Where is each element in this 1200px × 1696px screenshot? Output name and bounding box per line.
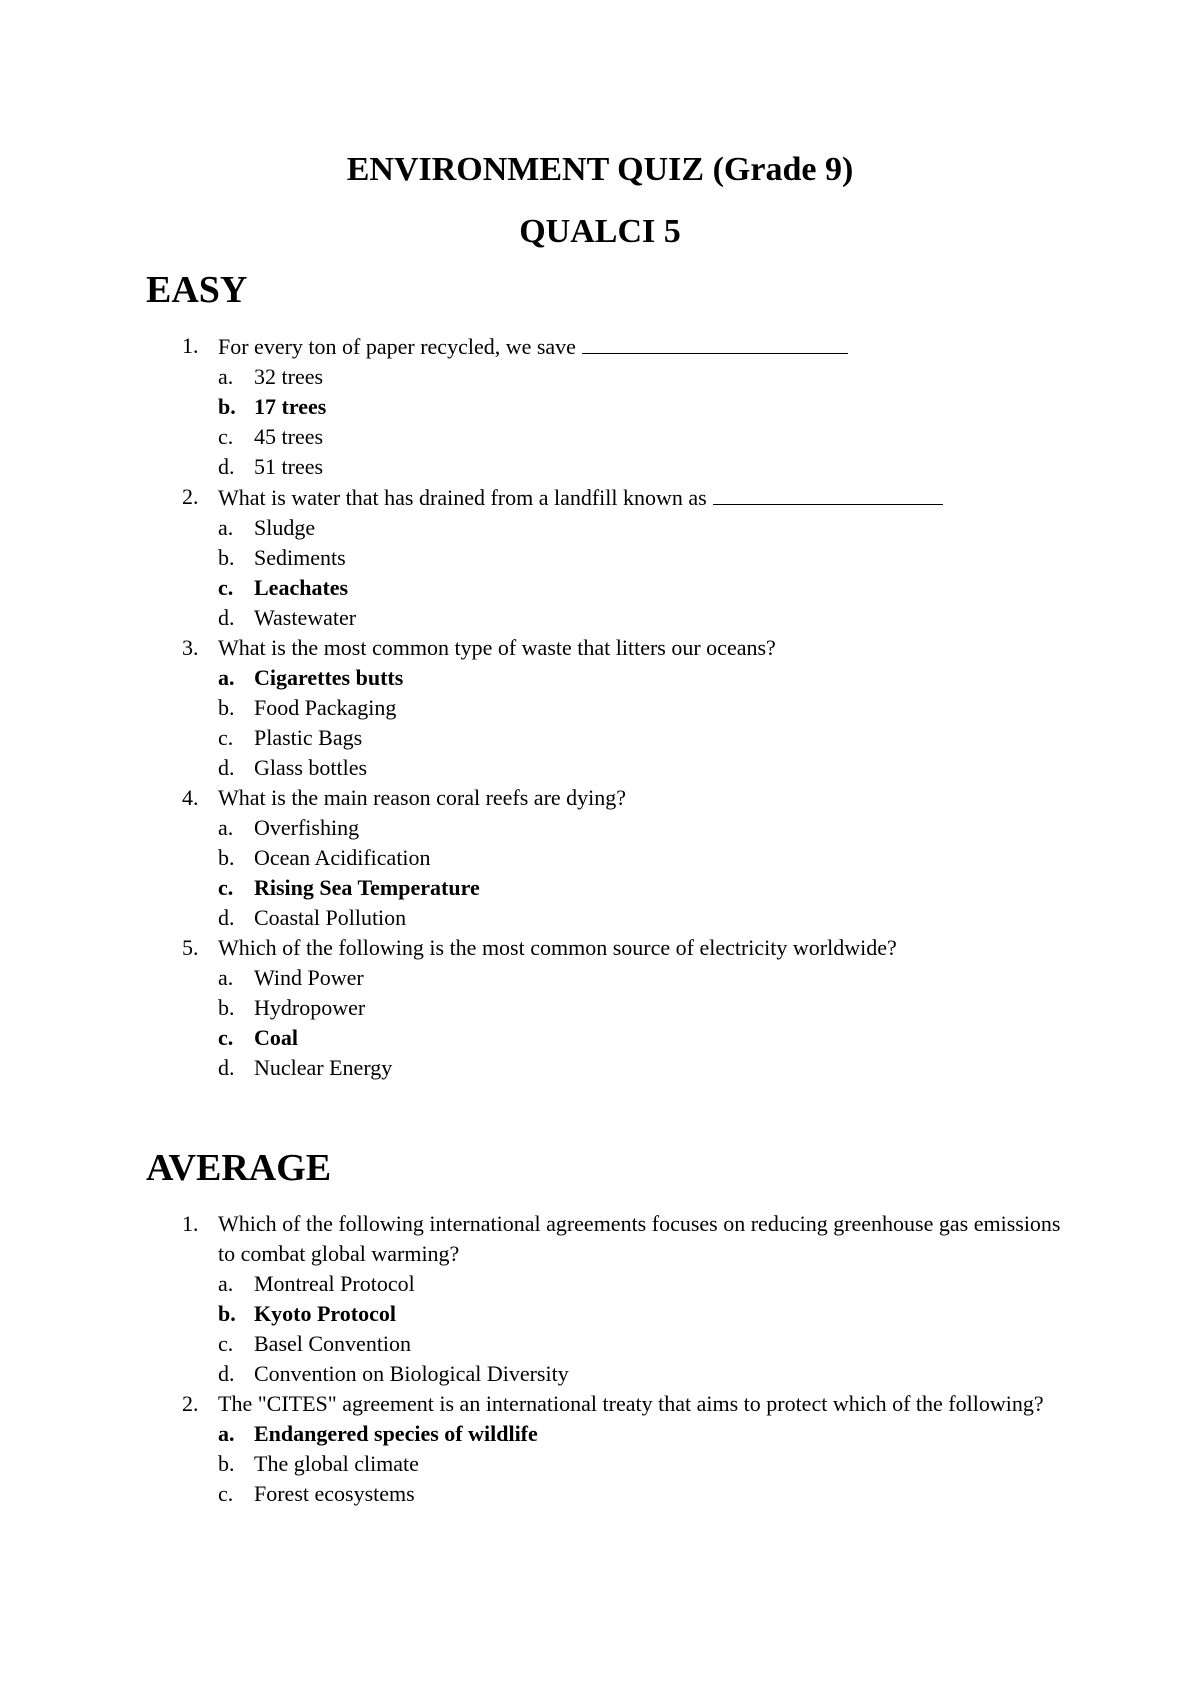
question-item (0, 633, 1200, 783)
answer-option (0, 993, 1200, 1023)
option-text: 45 trees (254, 424, 324, 449)
answer-option (0, 1479, 1200, 1509)
option-text: Overfishing (254, 815, 360, 840)
option-list (0, 963, 1200, 1083)
question-item (0, 1209, 1200, 1389)
option-text: 32 trees (254, 364, 324, 389)
option-list (0, 663, 1200, 783)
option-letter: c. (218, 1025, 234, 1050)
answer-option (0, 753, 1200, 783)
answer-option (0, 963, 1200, 993)
question-text (218, 482, 1078, 513)
option-text: Rising Sea Temperature (254, 875, 480, 900)
question-text-content: What is the most common type of waste that litters our oceans? (218, 635, 776, 660)
answer-option (0, 603, 1200, 633)
option-text: Montreal Protocol (254, 1271, 415, 1296)
option-letter: b. (218, 695, 235, 720)
question-row (0, 633, 1200, 663)
option-letter: c. (218, 1331, 234, 1356)
question-row (0, 1209, 1200, 1269)
question-item (0, 1389, 1200, 1509)
page-title: ENVIRONMENT QUIZ (Grade 9) (346, 151, 854, 188)
option-text: Coastal Pollution (254, 905, 407, 930)
option-text: Ocean Acidification (254, 845, 431, 870)
option-text: Plastic Bags (254, 725, 363, 750)
correct-answer-option (0, 1023, 1200, 1053)
option-letter: c. (218, 725, 234, 750)
answer-option (0, 1053, 1200, 1083)
question-row (0, 783, 1200, 813)
question-row (0, 933, 1200, 963)
answer-option (0, 452, 1200, 482)
question-text-content: What is the main reason coral reefs are dying? (218, 785, 627, 810)
option-letter: c. (218, 1481, 234, 1506)
question-number: 2. (182, 1391, 199, 1416)
option-text: Cigarettes butts (254, 665, 404, 690)
option-text: Wastewater (254, 605, 357, 630)
option-text: 51 trees (254, 454, 324, 479)
question-text (218, 331, 1078, 362)
option-text: The global climate (254, 1451, 419, 1476)
option-text: Endangered species of wildlife (254, 1421, 538, 1446)
option-list (0, 1419, 1200, 1509)
option-letter: a. (218, 815, 234, 840)
option-letter: a. (218, 965, 234, 990)
answer-option (0, 903, 1200, 933)
answer-option (0, 813, 1200, 843)
option-text: Glass bottles (254, 755, 368, 780)
option-text: Coal (254, 1025, 298, 1050)
question-item (0, 783, 1200, 933)
option-text: 17 trees (254, 394, 327, 419)
question-text (218, 633, 1078, 663)
option-list (0, 813, 1200, 933)
option-list (0, 362, 1200, 482)
question-number: 2. (182, 484, 199, 509)
correct-answer-option (0, 1419, 1200, 1449)
option-letter: d. (218, 1361, 235, 1386)
option-text: Sludge (254, 515, 316, 540)
question-number: 4. (182, 785, 199, 810)
question-number: 1. (182, 1211, 199, 1236)
question-text (218, 1389, 1078, 1419)
section-heading-average: AVERAGE (146, 1147, 332, 1189)
option-letter: a. (218, 665, 235, 690)
answer-option (0, 1359, 1200, 1389)
page-subtitle: QUALCI 5 (519, 213, 681, 250)
question-row (0, 331, 1200, 362)
option-text: Hydropower (254, 995, 366, 1020)
answer-option (0, 1329, 1200, 1359)
correct-answer-option (0, 873, 1200, 903)
option-letter: a. (218, 1421, 235, 1446)
option-letter: d. (218, 755, 235, 780)
option-text: Basel Convention (254, 1331, 412, 1356)
answer-option (0, 422, 1200, 452)
answer-option (0, 693, 1200, 723)
answer-blank-line (582, 331, 848, 354)
option-text: Food Packaging (254, 695, 397, 720)
answer-option (0, 1449, 1200, 1479)
option-text: Nuclear Energy (254, 1055, 393, 1080)
option-letter: c. (218, 424, 234, 449)
question-text-content: What is water that has drained from a landfill known as (218, 485, 707, 510)
option-letter: b. (218, 845, 235, 870)
section-heading-easy: EASY (146, 269, 248, 311)
option-letter: b. (218, 995, 235, 1020)
option-letter: d. (218, 454, 235, 479)
correct-answer-option (0, 392, 1200, 422)
option-letter: d. (218, 905, 235, 930)
correct-answer-option (0, 1299, 1200, 1329)
question-item (0, 331, 1200, 482)
answer-option (0, 362, 1200, 392)
correct-answer-option (0, 573, 1200, 603)
option-text: Convention on Biological Diversity (254, 1361, 569, 1386)
question-text (218, 783, 1078, 813)
option-list (0, 513, 1200, 633)
option-text: Sediments (254, 545, 346, 570)
question-text-content: Which of the following international agreements focuses on reducing greenhouse gas emissions to combat global warming? (218, 1211, 1061, 1266)
question-number: 3. (182, 635, 199, 660)
option-letter: a. (218, 1271, 234, 1296)
option-letter: b. (218, 1301, 236, 1326)
option-letter: a. (218, 515, 234, 540)
answer-option (0, 723, 1200, 753)
option-letter: d. (218, 1055, 235, 1080)
option-letter: c. (218, 875, 234, 900)
answer-option (0, 513, 1200, 543)
question-text-content: Which of the following is the most common source of electricity worldwide? (218, 935, 897, 960)
easy-question-list (0, 331, 1200, 1083)
answer-blank-line (713, 482, 943, 505)
option-letter: a. (218, 364, 234, 389)
question-text-content: The "CITES" agreement is an international treaty that aims to protect which of the following? (218, 1391, 1044, 1416)
question-row (0, 482, 1200, 513)
option-letter: d. (218, 605, 235, 630)
answer-option (0, 543, 1200, 573)
option-list (0, 1269, 1200, 1389)
question-text (218, 1209, 1078, 1269)
option-text: Kyoto Protocol (254, 1301, 396, 1326)
option-letter: b. (218, 545, 235, 570)
answer-option (0, 843, 1200, 873)
answer-option (0, 1269, 1200, 1299)
question-item (0, 482, 1200, 633)
question-item (0, 933, 1200, 1083)
option-letter: b. (218, 394, 236, 419)
question-text (218, 933, 1078, 963)
option-letter: c. (218, 575, 234, 600)
average-question-list (0, 1209, 1200, 1509)
question-number: 5. (182, 935, 199, 960)
option-letter: b. (218, 1451, 235, 1476)
correct-answer-option (0, 663, 1200, 693)
option-text: Wind Power (254, 965, 364, 990)
option-text: Forest ecosystems (254, 1481, 415, 1506)
option-text: Leachates (254, 575, 349, 600)
question-number: 1. (182, 333, 199, 358)
question-text-content: For every ton of paper recycled, we save (218, 334, 576, 359)
question-row (0, 1389, 1200, 1419)
